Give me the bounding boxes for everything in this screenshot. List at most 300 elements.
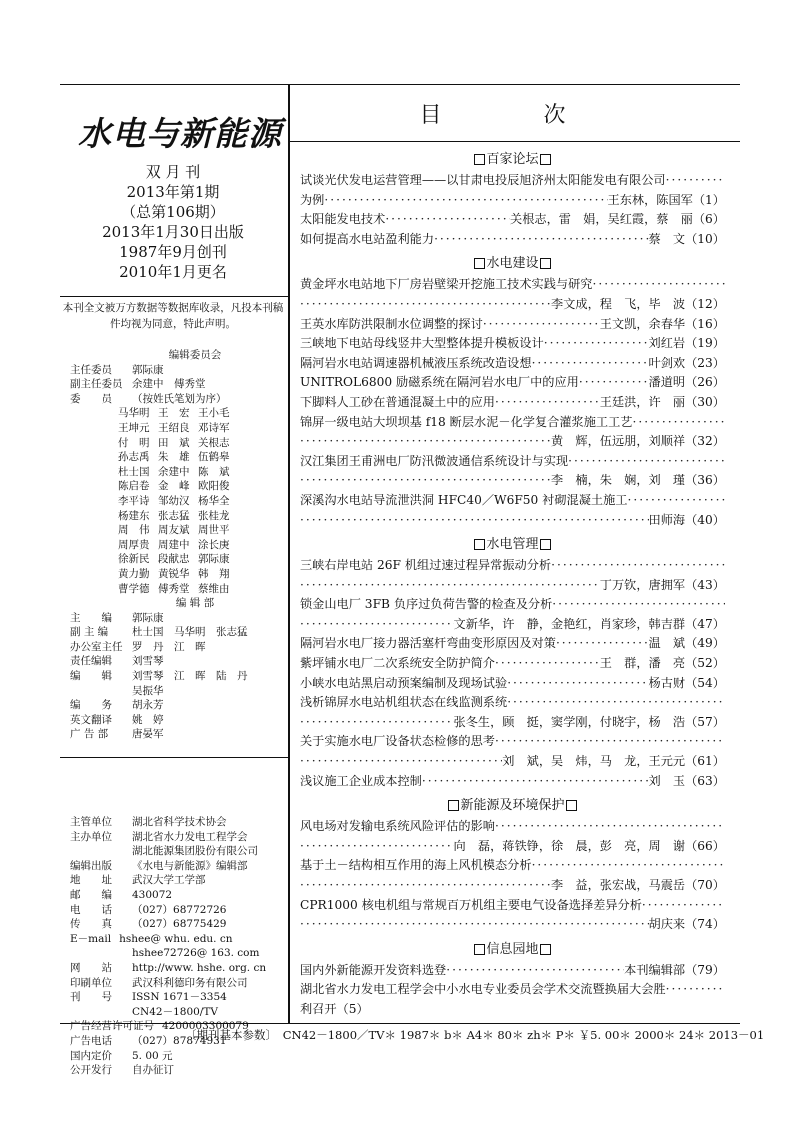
- pub-value: hshee@ whu. edu. cn: [119, 932, 233, 945]
- pub-value: 自办征订: [132, 1064, 174, 1077]
- member-name: 杨建东: [118, 509, 150, 522]
- toc-line: [300, 556, 725, 576]
- leader-dots: [300, 511, 649, 531]
- section-name: 水电建设: [486, 256, 539, 272]
- pub-key: 主办单位: [70, 830, 112, 843]
- publisher-row: [70, 873, 290, 888]
- heading-box-icon: [474, 154, 485, 165]
- member-name: 黄力勤: [118, 567, 150, 580]
- article-authors: 温 斌（49）: [648, 636, 725, 651]
- leader-dots: [300, 713, 454, 733]
- member-row: [70, 479, 290, 494]
- role-key: 编 务: [70, 699, 112, 712]
- role-key: 副 主 编: [70, 626, 109, 639]
- member-name: 周 伟: [118, 524, 150, 537]
- pub-value: ISSN 1671－3354: [132, 991, 227, 1004]
- leader-dots: [544, 334, 649, 354]
- toc-line: [300, 230, 725, 250]
- toc-line: [300, 693, 725, 713]
- leader-dots: [593, 275, 726, 295]
- leader-dots: [532, 856, 725, 876]
- leader-dots: [483, 315, 600, 335]
- member-name: 徐新民: [118, 553, 150, 566]
- toc-line: [300, 634, 725, 654]
- role-value: 杜士国 马华明 张志猛: [132, 626, 248, 639]
- article-authors: 杨古财（54）: [648, 675, 725, 690]
- toc-line: [300, 674, 725, 694]
- article-authors: 向 磊，蒋铁铮，徐 晨，彭 亮，周 谢（66）: [453, 838, 725, 853]
- member-row: [70, 523, 290, 538]
- article-authors: 叶剑欢（23）: [648, 355, 725, 370]
- article-title: CPR1000 核电机组与常规百万机组主要电气设备选择差异分析: [300, 897, 642, 912]
- member-row: [70, 582, 290, 597]
- pub-key: 广告电话: [70, 1034, 112, 1047]
- article-title: 紫坪铺水电厂二次系统安全防护简介: [300, 656, 495, 671]
- leader-dots: [568, 452, 725, 472]
- toc-line: [300, 393, 725, 413]
- leader-dots: [300, 915, 649, 935]
- pub-value: 4200003300079: [162, 1020, 249, 1033]
- member-name: 曹学德: [118, 582, 150, 595]
- pub-value: 武汉科利德印务有限公司: [132, 976, 248, 989]
- pub-value: 5. 00 元: [132, 1049, 173, 1062]
- journal-logo: 水电与新能源: [78, 114, 282, 153]
- article-authors: 刘 玉（63）: [648, 773, 725, 788]
- leader-dots: [300, 432, 551, 452]
- toc-line: [300, 980, 725, 1000]
- toc-line: [300, 732, 725, 752]
- toc-line: [300, 654, 725, 674]
- toc-line: [300, 856, 725, 876]
- leader-dots: [666, 171, 725, 191]
- article-title: 浅析锦屏水电站机组状态在线监测系统: [300, 695, 508, 710]
- section-name: 新能源及环境保护: [460, 798, 565, 814]
- leader-dots: [495, 654, 600, 674]
- article-title: 风电场对发输电系统风险评估的影响: [300, 819, 495, 834]
- article-title: 汉江集团王甫洲电厂防汛微波通信系统设计与实现: [300, 453, 569, 468]
- pub-value: （027）87874931: [132, 1034, 227, 1047]
- leader-dots: [627, 491, 725, 511]
- member-name: 王小毛: [198, 407, 230, 420]
- dept-role: [70, 611, 290, 626]
- member-name: 周世平: [198, 524, 230, 537]
- section-name: 水电管理: [486, 537, 539, 553]
- dept-role: [70, 727, 290, 742]
- pub-key: 主管单位: [70, 816, 112, 828]
- article-authors: 李 楠，朱 娴，刘 瑾（36）: [551, 473, 725, 488]
- article-authors: 李文成，程 飞，毕 波（12）: [551, 296, 725, 311]
- role-value: 罗 丹 江 晖: [132, 640, 206, 653]
- member-row: [70, 552, 290, 567]
- article-title: 锦屏一级电站大坝坝基 f18 断层水泥－化学复合灌浆施工工艺: [300, 414, 633, 429]
- role-value: 郭际康: [132, 611, 164, 624]
- article-authors: 张冬生，顾 挺，窦学刚，付晓宇，杨 浩（57）: [453, 714, 725, 729]
- role-key: 编 辑: [70, 670, 112, 683]
- article-title: 如何提高水电站盈利能力: [300, 231, 435, 246]
- journal-parameters: 〔期刊基本参数〕 CN42－1800／TV＊ 1987＊ b＊ A4＊ 80＊ zh＊ P＊ ￥5. 00＊ 2000＊ 24＊ 2013－01: [185, 1028, 765, 1042]
- dept-role: [70, 654, 290, 669]
- pub-value: 湖北省科学技术协会: [132, 816, 227, 828]
- role-key: 主 编: [70, 611, 112, 624]
- member-row: [70, 494, 290, 509]
- publisher-row: [70, 976, 290, 991]
- article-title: 小峡水电站黑启动预案编制及现场试验: [300, 675, 508, 690]
- publisher-row: [70, 815, 290, 830]
- board-role: [70, 377, 290, 392]
- article-authors: 李 益，张宏战，马震岳（70）: [551, 878, 725, 892]
- article-authors: 田师海（40）: [648, 512, 725, 527]
- member-name: 欧阳俊: [198, 480, 230, 493]
- toc-line: [300, 315, 725, 335]
- article-title: 太阳能发电技术: [300, 212, 386, 227]
- heading-box-icon: [540, 944, 551, 955]
- member-name: 杜士国: [118, 465, 150, 478]
- role-key: 办公室主任: [70, 640, 123, 653]
- pub-value: 湖北能源集团股份有限公司: [132, 845, 258, 858]
- member-name: 邹幼汉: [158, 494, 190, 507]
- member-name: 周友斌: [158, 524, 190, 537]
- issue-line: 双 月 刊: [145, 163, 201, 181]
- toc-line: [300, 432, 725, 452]
- dept-role: [70, 625, 290, 640]
- issue-line: 1987年9月创刊: [119, 243, 227, 261]
- toc-line: [300, 772, 725, 792]
- publisher-row: [70, 1063, 290, 1078]
- article-authors: 丁万钦，唐拥军（43）: [599, 577, 725, 592]
- member-name: 朱 雄: [158, 451, 190, 464]
- article-authors: 刘 斌，吴 炜，马 龙，王元元（61）: [502, 754, 725, 769]
- issue-line: 2013年1月30日出版: [102, 223, 244, 241]
- leader-dots: [385, 210, 510, 230]
- article-title: 利召开（5）: [300, 1001, 369, 1016]
- pub-value: （027）68775429: [132, 918, 227, 931]
- article-title: 为例: [300, 192, 325, 207]
- role-value: 余建中 傅秀堂: [132, 378, 206, 391]
- member-row: [70, 567, 290, 582]
- toc-line: [300, 275, 725, 295]
- leader-dots: [300, 615, 454, 635]
- pub-key: E－mail: [70, 932, 112, 945]
- section-name: 信息园地: [486, 941, 539, 957]
- pub-key: 电 话: [70, 903, 112, 916]
- member-name: 马华明: [118, 407, 150, 420]
- pub-value: 430072: [132, 888, 173, 901]
- publisher-row: [70, 888, 290, 903]
- toc-line: [300, 752, 725, 772]
- article-title: 下脚料人工砂在普通混凝土中的应用: [300, 394, 495, 409]
- leader-dots: [434, 230, 648, 250]
- pub-key: 网 站: [70, 961, 112, 974]
- publisher-row: [70, 1049, 290, 1064]
- role-key: [70, 684, 132, 699]
- toc-line: [300, 837, 725, 857]
- leader-dots: [495, 393, 600, 413]
- toc-section-articles: [300, 817, 725, 935]
- dept-role: [70, 698, 290, 713]
- leader-dots: [532, 354, 649, 374]
- toc-line: [300, 452, 725, 472]
- article-title: 隔河岩水电厂接力器活塞杆弯曲变形原因及对策: [300, 636, 556, 651]
- role-value: 吴振华: [132, 684, 164, 697]
- leader-dots: [666, 980, 725, 1000]
- indexing-statement: 本刊全文被万方数据等数据库收录，凡投本刊稿件均视为同意，特此声明。: [62, 302, 284, 330]
- article-title: 黄金坪水电站地下厂房岩壁梁开挖施工技术实践与研究: [300, 277, 593, 292]
- article-title: 浅议施工企业成本控制: [300, 773, 422, 788]
- pub-key: 印刷单位: [70, 976, 112, 989]
- pub-value: 湖北省水力发电工程学会: [132, 830, 248, 843]
- heading-box-icon: [540, 258, 551, 269]
- publisher-row: [70, 903, 290, 918]
- role-key: 副主任委员: [70, 378, 123, 391]
- board-role: [70, 363, 290, 378]
- toc-line: [300, 373, 725, 393]
- leader-dots: [422, 772, 649, 792]
- toc-line: [300, 915, 725, 935]
- toc-line: [300, 576, 725, 596]
- toc-section-articles: [300, 275, 725, 530]
- member-name: 傅秀堂: [158, 582, 190, 595]
- leader-dots: [642, 896, 725, 916]
- toc-section-heading: [300, 253, 725, 275]
- member-name: 张志猛: [158, 509, 190, 522]
- leader-dots: [552, 595, 725, 615]
- role-value: 刘雪琴: [132, 655, 164, 668]
- member-name: 邓诗军: [198, 421, 230, 434]
- toc-section-heading: [300, 939, 725, 961]
- article-authors: 王文凯，余春华（16）: [599, 316, 725, 331]
- board-role: [70, 392, 290, 407]
- publisher-row: [70, 1005, 290, 1020]
- toc-line: [300, 171, 725, 191]
- publisher-row: [70, 961, 290, 976]
- dept-role: [70, 669, 290, 684]
- heading-box-icon: [566, 800, 577, 811]
- role-key: 主任委员: [70, 363, 112, 376]
- member-row: [70, 421, 290, 436]
- toc-line: [300, 413, 725, 433]
- pub-value: （027）68772726: [132, 903, 227, 916]
- pub-key: 国内定价: [70, 1049, 112, 1062]
- heading-box-icon: [474, 944, 485, 955]
- toc-title-rule: [290, 141, 740, 142]
- member-name: 蔡维由: [198, 582, 230, 595]
- leader-dots: [300, 295, 551, 315]
- article-title: 隔河岩水电站调速器机械液压系统改造设想: [300, 355, 532, 370]
- role-value: 姚 婷: [132, 713, 164, 726]
- member-name: 王 宏: [158, 407, 190, 420]
- member-row: [70, 406, 290, 421]
- toc-line: [300, 1000, 725, 1020]
- member-name: 黄锐华: [158, 567, 190, 580]
- toc-line: [300, 295, 725, 315]
- pub-key: [70, 1005, 132, 1020]
- member-name: 涂长庚: [198, 538, 230, 551]
- heading-box-icon: [474, 258, 485, 269]
- pub-key: 传 真: [70, 918, 112, 931]
- toc-line: [300, 595, 725, 615]
- leader-dots: [556, 634, 649, 654]
- publisher-row: [70, 830, 290, 845]
- member-name: 关根志: [198, 436, 230, 449]
- toc-line: [300, 961, 725, 981]
- member-name: 陈启卷: [118, 480, 150, 493]
- pub-key: [70, 946, 132, 961]
- member-name: 付 明: [118, 436, 150, 449]
- toc-section-articles: [300, 556, 725, 791]
- left-rule-2: [60, 757, 288, 758]
- article-title: 国内外新能源开发资料选登: [300, 962, 447, 977]
- toc-section-heading: [300, 149, 725, 171]
- article-authors: 刘红岩（19）: [648, 336, 725, 351]
- article-title: 关于实施水电厂设备状态检修的思考: [300, 734, 495, 749]
- member-name: 王绍良: [158, 421, 190, 434]
- toc-line: [300, 354, 725, 374]
- leader-dots: [300, 876, 551, 896]
- issue-line: 2010年1月更名: [119, 263, 227, 281]
- article-authors: 蔡 文（10）: [648, 231, 725, 246]
- article-authors: 王东林，陈国军（1）: [607, 192, 725, 207]
- role-key: 英文翻译: [70, 713, 112, 726]
- article-title: 基于土－结构相互作用的海上风机模态分析: [300, 858, 532, 873]
- role-value: （按姓氏笔划为序）: [132, 392, 227, 405]
- article-title: 王英水库防洪限制水位调整的探讨: [300, 316, 483, 331]
- member-name: 孙志禹: [118, 451, 150, 464]
- top-rule: [60, 84, 740, 85]
- toc-line: [300, 491, 725, 511]
- toc-line: [300, 334, 725, 354]
- pub-key: [70, 844, 132, 859]
- article-title: 试谈光伏发电运营管理——以甘肃电投辰旭济州太阳能发电有限公司: [300, 173, 666, 187]
- dept-role: [70, 684, 290, 699]
- issue-info: [60, 162, 286, 282]
- article-authors: 黄 辉，伍远朋，刘顺祥（32）: [551, 434, 725, 449]
- toc-line: [300, 817, 725, 837]
- toc-line: [300, 210, 725, 230]
- publisher-row: [70, 932, 290, 947]
- role-key: 责任编辑: [70, 655, 112, 668]
- toc-line: [300, 511, 725, 531]
- leader-dots: [551, 556, 725, 576]
- pub-key: 广告经营许可证号: [70, 1020, 154, 1033]
- pub-key: 编辑出版: [70, 859, 112, 872]
- member-name: 段献忠: [158, 553, 190, 566]
- member-name: 郭际康: [198, 553, 230, 566]
- dept-role: [70, 640, 290, 655]
- leader-dots: [300, 471, 551, 491]
- heading-box-icon: [540, 154, 551, 165]
- issue-line: 2013年第1期: [126, 183, 220, 201]
- heading-box-icon: [474, 539, 485, 550]
- role-value: 唐晏军: [132, 728, 164, 741]
- leader-dots: [300, 752, 502, 772]
- article-title: 深溪沟水电站导流泄洪洞 HFC40／W6F50 衬砌混凝土施工: [300, 492, 628, 507]
- role-value: 胡永芳: [132, 699, 164, 712]
- role-value: 刘雪琴 江 晖 陆 丹: [132, 670, 248, 683]
- article-title: 三峡右岸电站 26F 机组过速过程异常振动分析: [300, 558, 552, 573]
- member-name: 田 斌: [158, 436, 190, 449]
- member-name: 周厚贵: [118, 538, 150, 551]
- dept-role: [70, 713, 290, 728]
- leader-dots: [632, 413, 725, 433]
- left-rule-1: [60, 296, 288, 297]
- article-authors: 胡庆来（74）: [648, 917, 725, 932]
- heading-box-icon: [540, 539, 551, 550]
- editorial-board: [70, 348, 290, 742]
- toc-section-heading: [300, 534, 725, 556]
- article-title: 锁金山电厂 3FB 负序过负荷告警的检查及分析: [300, 597, 553, 612]
- leader-dots: [507, 674, 648, 694]
- publisher-row: [70, 917, 290, 932]
- article-authors: 文新华，许 静，金艳红，肖家珍，韩吉群（47）: [453, 616, 725, 631]
- issue-line: （总第106期）: [121, 203, 225, 221]
- member-name: 陈 斌: [198, 465, 230, 478]
- member-row: [70, 538, 290, 553]
- pub-key: 公开发行: [70, 1064, 112, 1077]
- article-title: UNITROL6800 励磁系统在隔河岩水电厂中的应用: [300, 375, 579, 390]
- member-name: 杨华全: [198, 494, 230, 507]
- pub-value: 武汉大学工学部: [132, 874, 206, 887]
- article-authors: 王廷洪，许 丽（30）: [599, 394, 725, 409]
- heading-box-icon: [448, 800, 459, 811]
- member-name: 周建中: [158, 538, 190, 551]
- member-name: 伍鹤皋: [198, 451, 230, 464]
- member-name: 韩 翔: [198, 567, 230, 580]
- pub-value: CN42－1800/TV: [132, 1005, 218, 1018]
- leader-dots: [495, 817, 725, 837]
- pub-value: http://www. hshe. org. cn: [132, 961, 267, 974]
- leader-dots: [507, 693, 725, 713]
- leader-dots: [300, 576, 600, 596]
- article-title: 湖北省水力发电工程学会中小水电专业委员会学术交流暨换届大会胜: [300, 982, 666, 997]
- publisher-row: [70, 990, 290, 1005]
- publisher-row: [70, 946, 290, 961]
- member-row: [70, 436, 290, 451]
- member-name: 金 峰: [158, 480, 190, 493]
- role-key: 委 员: [70, 392, 112, 405]
- member-row: [70, 450, 290, 465]
- toc-section-heading: [300, 795, 725, 817]
- pub-key: 邮 编: [70, 888, 112, 901]
- role-value: 郭际康: [132, 363, 164, 376]
- member-row: [70, 509, 290, 524]
- pub-value: hshee72726@ 163. com: [132, 947, 260, 960]
- article-authors: 潘道明（26）: [648, 375, 725, 390]
- member-name: 余建中: [158, 465, 190, 478]
- leader-dots: [495, 732, 725, 752]
- member-name: 王坤元: [118, 421, 150, 434]
- toc-line: [300, 713, 725, 733]
- toc-line: [300, 191, 725, 211]
- pub-value: 《水电与新能源》编辑部: [132, 859, 248, 872]
- pub-key: 地 址: [70, 874, 112, 887]
- pub-key: 刊 号: [70, 991, 112, 1004]
- toc-line: [300, 896, 725, 916]
- member-name: 李平诗: [118, 494, 150, 507]
- article-authors: 本刊编辑部（79）: [624, 962, 725, 977]
- member-row: [70, 465, 290, 480]
- toc-line: [300, 471, 725, 491]
- toc-line: [300, 615, 725, 635]
- leader-dots: [579, 373, 649, 393]
- section-name: 百家论坛: [486, 152, 539, 167]
- toc-section-articles: [300, 171, 725, 249]
- member-name: 张桂龙: [198, 509, 230, 522]
- article-authors: 关根志，雷 娟，吴红霞，蔡 丽（6）: [510, 212, 725, 227]
- toc-section-articles: [300, 961, 725, 1020]
- leader-dots: [446, 961, 624, 981]
- toc-title: 目 次: [419, 103, 606, 128]
- article-title: 三峡地下电站母线竖井大型整体提升模板设计: [300, 336, 544, 351]
